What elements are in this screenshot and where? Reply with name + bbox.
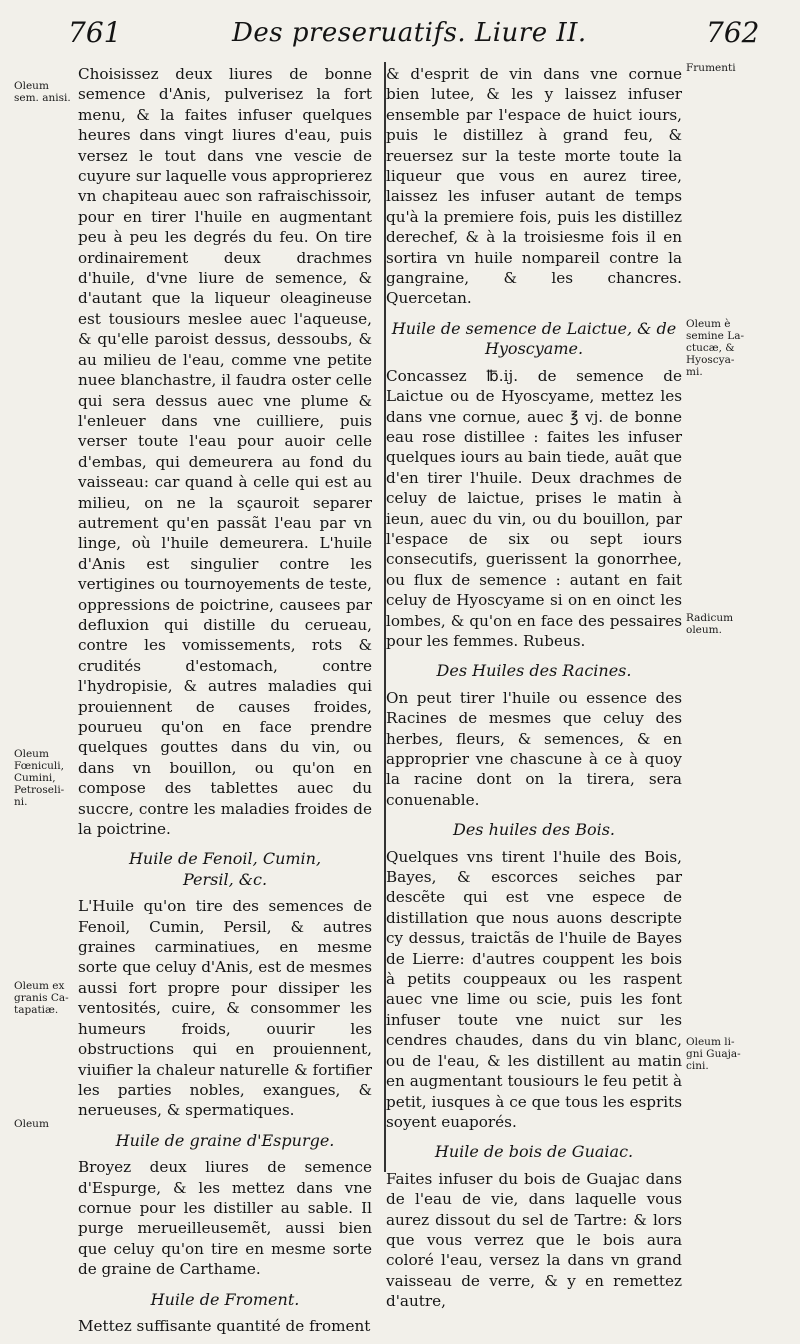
margin-note-espurge	[14, 980, 74, 1016]
margin-line: sem. anisi.	[14, 92, 71, 104]
margin-line: Petroseli-	[14, 784, 65, 796]
paragraph-quercetan: & d'esprit de vin dans vne cornue bien lutee, & les y laissez infuser ensemble par l'espace de huict iours, puis le distillez à grand feu, & reuersez sur la teste morte toute la liqueur que vous en aurez tiree, laissez les infuser autant de temps qu'à la premiere fois, puis les distillez derechef, & à la troisiesme fois il en sortira vn huile nompareil contre la gangraine, & les chancres. Quercetan.	[386, 65, 682, 308]
margin-line: Oleum li-	[686, 1036, 735, 1048]
paragraph-espurge: Broyez deux liures de semence d'Espurge, & les mettez dans vne cornue pour les distiller au sable. Il purge merueilleusemẽt, aussi bien que celuy qu'on tire en mesme sorte de graine de Carthame.	[78, 1158, 372, 1279]
heading-guaiac: Huile de bois de Guaiac.	[434, 1142, 634, 1162]
margin-line: Frumenti	[686, 62, 736, 74]
heading-espurge: Huile de graine d'Espurge.	[115, 1130, 335, 1150]
margin-note-froment	[14, 1118, 74, 1130]
margin-line: granis Ca-	[14, 992, 69, 1004]
heading-racines: Des Huiles des Racines.	[436, 661, 632, 681]
paragraph-bois: Quelques vns tirent l'huile des Bois, Bayes, & escorces seiches par descẽte qui est vne espece de distillation que nous auons descripte cy dessus, traictãs de l'huile de Bayes de Lierre: d'autres couppent les bois à petits couppeaux ou les raspent auec vne lime ou scie, puis les font infuser toute vne nuict sur les cendres chaudes, dans du vin blanc, ou de l'eau, & les distillent au matin en augmentant tousiours le feu petit à petit, iusques à ce que tous les esprits soyent euaporés.	[386, 847, 682, 1131]
left-column	[78, 64, 372, 1344]
paragraph-anis: Choisissez deux liures de bonne semence d'Anis, pulverisez la fort menu, & la faites infuser quelques heures dans vingt liures d'eau, puis versez le tout dans vne vescie de cuyure sur laquelle vous approprierez vn chapiteau auec son rafraischissoir, pour en tirer l'huile en augmentant peu à peu les degrés du feu. On tire ordinairement deux drachmes d'huile, d'vne liure de semence, & d'autant que la liqueur oleagineuse est tousiours meslee auec l'aqueuse, & qu'elle paroist dessus, dessoubs, & au milieu de l'eau, comme vne petite nuee blanchastre, il faudra oster celle qui sera dessus auec vne plume & l'enleuer dans vne cuilliere, puis verser toute l'eau pour auoir celle d'embas, qui demeurera au fond du vaisseau: car quand à celle qui est au milieu, on ne la sçauroit separer autrement qu'en passãt l'eau par vn linge, où l'huile demeurera. L'huile d'Anis est singulier contre les vertigines ou tournoyements de teste, oppressions de poictrine, causees par defluxion qui distille du cerueau, contre les vomissements, rots & crudités d'estomach, contre l'hydropisie, & autres maladies qui prouiennent de causes froides, pourueu qu'on en face prendre quelques gouttes dans du vin, ou dans vn bouillon, ou qu'on en compose des tablettes auec du succre, contre les maladies froides de la poictrine.	[78, 65, 372, 839]
margin-line: ni.	[14, 796, 28, 808]
paragraph-laictue: Concassez ℔.ij. de semence de Laictue ou de Hyoscyame, mettez les dans vne cornue, auec ℥ vj. de bonne eau rose distillee : faites les infuser quelques iours au bain tiede, auãt que d'en tirer l'huile. Deux drachmes de celuy de laictue, prises le matin à ieun, auec du vin, ou du bouillon, par l'espace de six ou sept iours consecutifs, guerissent la gonorrhee, ou flux de semence : autant en fait celuy de Hyoscyame si on en oinct les lombes, & qu'on en face des pessaires pour les femmes. Rubeus.	[386, 366, 682, 650]
paragraph-fenoil: L'Huile qu'on tire des semences de Fenoil, Cumin, Persil, & autres graines carminatiues, en mesme sorte que celuy d'Anis, est de mesmes aussi fort propre pour dissiper les ventosités, cuire, & consommer les humeurs froids, ouurir les obstructions qui en prouiennent, viuifier la chaleur naturelle & fortifier les parties nobles, exangues, & nerueuses, & spermatiques.	[78, 897, 372, 1120]
paragraph-froment: Mettez suffisante quantité de froment	[78, 1316, 371, 1335]
margin-line: mi.	[686, 366, 703, 378]
folio-right: 762	[706, 16, 760, 49]
margin-note-frumenti	[686, 62, 786, 74]
margin-note-guajac	[686, 1036, 786, 1072]
running-title: Des preseruatifs. Liure II.	[232, 18, 587, 48]
margin-note-radicum	[686, 612, 786, 636]
margin-line: Oleum	[14, 748, 49, 760]
paragraph-guaiac: Faites infuser du bois de Guajac dans de l'eau de vie, dans laquelle vous aurez dissout du sel de Tartre: & lors que vous verrez que le bois aura coloré l'eau, versez la dans vn grand vaisseau de verre, & y en remettez d'autre,	[386, 1169, 682, 1311]
margin-note-fenoil	[14, 748, 74, 808]
heading-bois: Des huiles des Bois.	[452, 820, 615, 840]
margin-line: gni Guaja-	[686, 1048, 741, 1060]
margin-line: Oleum è	[686, 318, 731, 330]
heading-fenoil	[78, 849, 372, 890]
margin-line: cini.	[686, 1060, 709, 1072]
margin-line: Hyoscya-	[686, 354, 735, 366]
right-column	[386, 64, 682, 1320]
margin-line: ctucæ, &	[686, 342, 735, 354]
margin-note-anis	[14, 80, 74, 104]
margin-line: semine La-	[686, 330, 745, 342]
paragraph-racines: On peut tirer l'huile ou essence des Racines de mesmes que celuy des herbes, fleurs, & semences, & en approprier vne chascune à ce à quoy la racine dont on la tirera, sera conuenable.	[386, 688, 682, 809]
margin-line: oleum.	[686, 624, 722, 636]
heading-line: Hyoscyame.	[484, 339, 584, 359]
margin-line: Cumini,	[14, 772, 56, 784]
heading-laictue	[386, 319, 682, 360]
margin-line: Oleum ex	[14, 980, 65, 992]
margin-line: Fœniculi,	[14, 760, 64, 772]
margin-line: Oleum	[14, 1118, 49, 1130]
heading-froment: Huile de Froment.	[150, 1289, 300, 1309]
heading-line: Huile de Fenoil, Cumin,	[128, 849, 322, 869]
page-header	[0, 16, 800, 56]
margin-line: tapatiæ.	[14, 1004, 59, 1016]
heading-line: Persil, &c.	[182, 869, 268, 889]
folio-left: 761	[68, 16, 122, 49]
margin-note-lactuca	[686, 318, 786, 378]
margin-line: Radicum	[686, 612, 734, 624]
heading-line: Huile de semence de Laictue, & de	[391, 318, 677, 338]
margin-line: Oleum	[14, 80, 49, 92]
